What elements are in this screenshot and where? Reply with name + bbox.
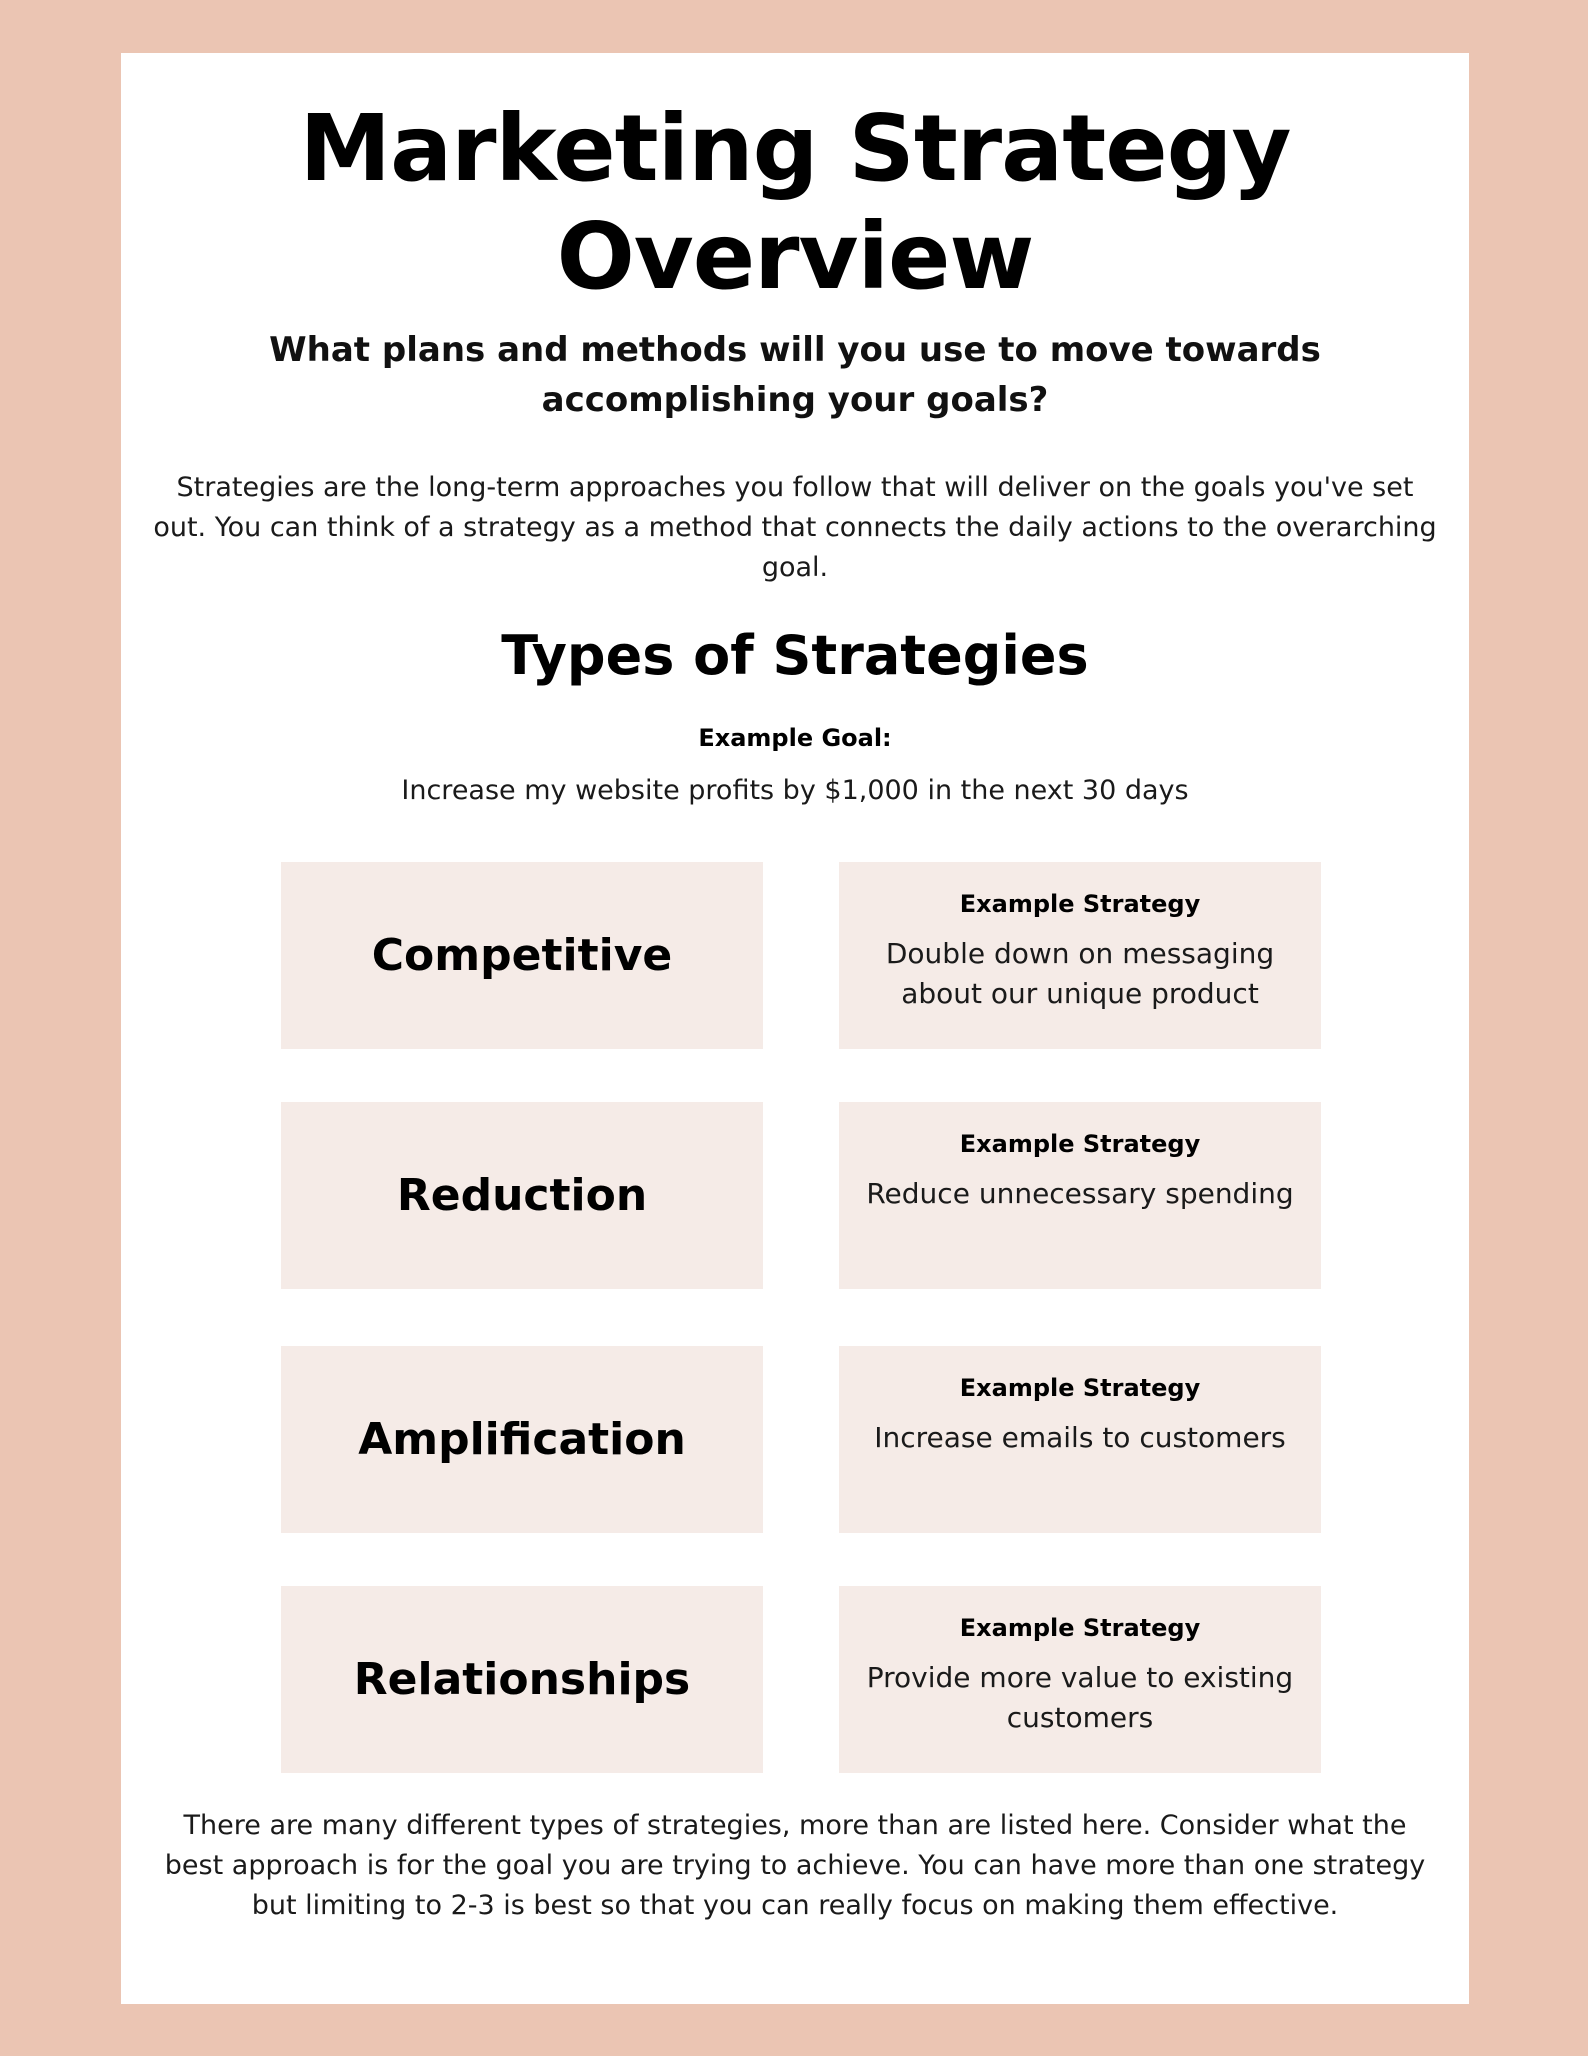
example-strategy-text: Reduce unnecessary spending: [866, 1177, 1294, 1210]
strategy-type-card: [281, 1102, 763, 1289]
example-strategy-text: Double down on messaging about our unique product: [885, 937, 1275, 1010]
strategy-type-name: Competitive: [371, 929, 673, 981]
example-strategy-card: [839, 1346, 1321, 1533]
example-strategy-label: Example Strategy: [959, 890, 1201, 918]
strategy-type-card: [281, 862, 763, 1049]
page-title: Marketing Strategy Overview: [299, 95, 1291, 310]
example-goal-label: Example Goal:: [698, 724, 892, 752]
intro-paragraph: Strategies are the long-term approaches you follow that will deliver on the goals you've set out. You can think of a strategy as a method that connects the daily actions to the overarching goal.: [153, 472, 1437, 583]
strategy-type-name: Amplification: [358, 1413, 686, 1465]
example-strategy-text: Provide more value to existing customers: [866, 1661, 1294, 1734]
worksheet-page: [121, 53, 1469, 2004]
footer-paragraph: There are many different types of strategies, more than are listed here. Consider what the best approach is for the goal you are trying to achieve. You can have more than one strategy but limiting to 2-3 is best so that you can really focus on making them effective.: [164, 1810, 1426, 1921]
example-strategy-card: [839, 1102, 1321, 1289]
strategy-type-name: Relationships: [353, 1653, 691, 1705]
page-subtitle: What plans and methods will you use to move towards accomplishing your goals?: [269, 330, 1321, 420]
example-strategy-label: Example Strategy: [959, 1130, 1201, 1158]
strategy-type-name: Reduction: [396, 1169, 648, 1221]
strategy-type-card: [281, 1346, 763, 1533]
example-strategy-card: [839, 862, 1321, 1049]
example-strategy-label: Example Strategy: [959, 1374, 1201, 1402]
example-strategy-text: Increase emails to customers: [874, 1421, 1286, 1454]
strategy-type-card: [281, 1586, 763, 1773]
example-strategy-label: Example Strategy: [959, 1614, 1201, 1642]
example-goal-text: Increase my website profits by $1,000 in the next 30 days: [401, 775, 1189, 806]
example-strategy-card: [839, 1586, 1321, 1773]
types-heading: Types of Strategies: [501, 624, 1089, 687]
